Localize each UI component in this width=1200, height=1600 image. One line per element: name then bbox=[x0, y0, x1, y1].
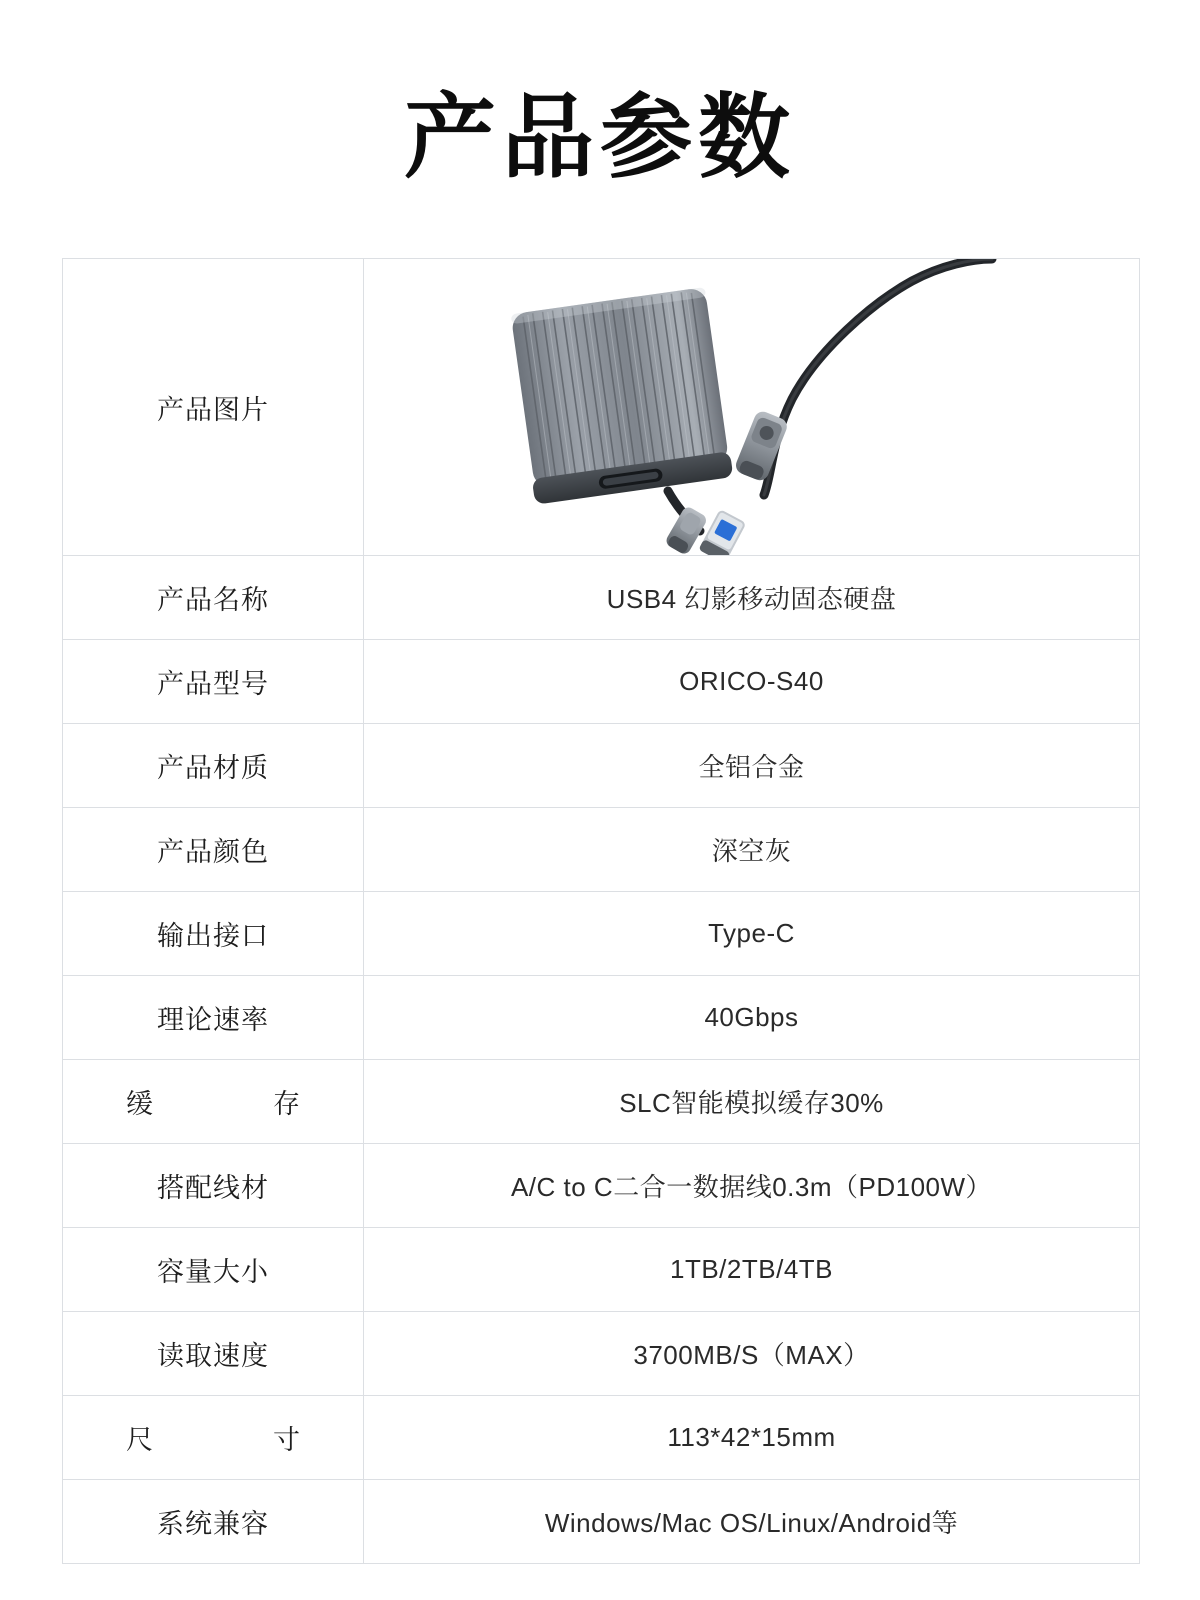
table-row bbox=[63, 808, 1140, 892]
spec-value-read-speed: 3700MB/S（MAX） bbox=[633, 1340, 870, 1370]
spec-label-system-compatibility: 系统兼容 bbox=[63, 1480, 364, 1564]
spec-value-output-interface: Type-C bbox=[708, 918, 795, 948]
spec-label-product-image: 产品图片 bbox=[63, 259, 364, 556]
spec-table bbox=[62, 258, 1140, 1564]
spec-label-product-name: 产品名称 bbox=[63, 556, 364, 640]
table-row bbox=[63, 1228, 1140, 1312]
table-row bbox=[63, 1312, 1140, 1396]
spec-value-cache: SLC智能模拟缓存30% bbox=[619, 1088, 884, 1118]
spec-value-product-material: 全铝合金 bbox=[698, 752, 805, 782]
product-photo-usb4-ssd-enclosure bbox=[364, 259, 1139, 555]
spec-value-capacity: 1TB/2TB/4TB bbox=[670, 1254, 833, 1284]
spec-value-dimensions: 113*42*15mm bbox=[667, 1422, 836, 1452]
spec-value-product-color: 深空灰 bbox=[711, 836, 792, 866]
spec-value-product-name: USB4 幻影移动固态硬盘 bbox=[606, 584, 897, 614]
spec-value-product-model: ORICO-S40 bbox=[679, 666, 824, 696]
spec-table-body bbox=[63, 259, 1140, 1564]
table-row bbox=[63, 1060, 1140, 1144]
table-row bbox=[63, 640, 1140, 724]
table-row bbox=[63, 976, 1140, 1060]
spec-label-product-material: 产品材质 bbox=[63, 724, 364, 808]
spec-label-product-model: 产品型号 bbox=[63, 640, 364, 724]
table-row bbox=[63, 1480, 1140, 1564]
spec-label-theoretical-speed: 理论速率 bbox=[63, 976, 364, 1060]
spec-label-cache: 缓 存 bbox=[63, 1060, 364, 1144]
table-row bbox=[63, 556, 1140, 640]
spec-label-bundled-cable: 搭配线材 bbox=[63, 1144, 364, 1228]
table-row bbox=[63, 1396, 1140, 1480]
table-row bbox=[63, 1144, 1140, 1228]
spec-label-product-color: 产品颜色 bbox=[63, 808, 364, 892]
table-row-product-image bbox=[63, 259, 1140, 556]
spec-value-system-compatibility: Windows/Mac OS/Linux/Android等 bbox=[544, 1508, 959, 1538]
page-title: 产品参数 bbox=[403, 87, 796, 189]
spec-label-output-interface: 输出接口 bbox=[63, 892, 364, 976]
table-row bbox=[63, 724, 1140, 808]
spec-label-capacity: 容量大小 bbox=[63, 1228, 364, 1312]
spec-label-read-speed: 读取速度 bbox=[63, 1312, 364, 1396]
table-row bbox=[63, 892, 1140, 976]
spec-value-theoretical-speed: 40Gbps bbox=[704, 1002, 799, 1032]
spec-value-product-image bbox=[364, 259, 1140, 556]
spec-value-bundled-cable: A/C to C二合一数据线0.3m（PD100W） bbox=[510, 1172, 993, 1202]
spec-label-dimensions: 尺 寸 bbox=[63, 1396, 364, 1480]
